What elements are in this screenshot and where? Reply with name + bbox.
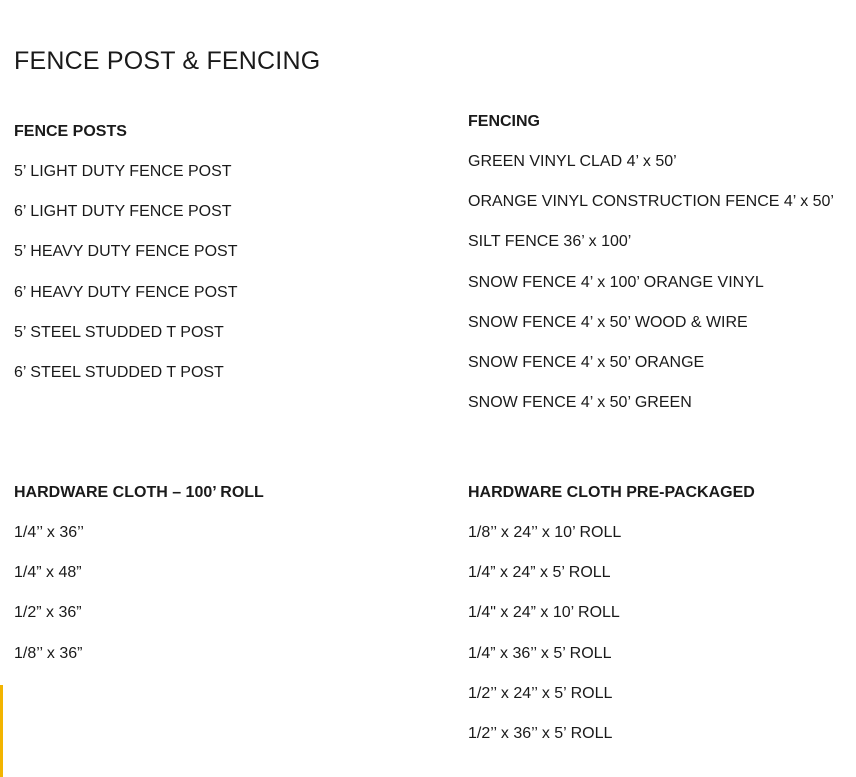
section-hardware-cloth-roll (14, 483, 264, 664)
list-item: SNOW FENCE 4’ x 50’ GREEN (468, 394, 692, 412)
product-list (468, 152, 834, 413)
list-item: 1/8’’ x 24’’ x 10’ ROLL (468, 524, 622, 541)
list-item: 1/2’’ x 36’’ x 5’ ROLL (468, 724, 613, 742)
page-title: FENCE POST & FENCING (14, 46, 321, 75)
section-heading: HARDWARE CLOTH – 100’ ROLL (14, 484, 264, 501)
list-item: GREEN VINYL CLAD 4’ x 50’ (468, 153, 677, 170)
section-heading: FENCE POSTS (14, 123, 127, 140)
product-list (14, 523, 264, 664)
list-item: 5’ LIGHT DUTY FENCE POST (14, 163, 232, 180)
list-item: 1/2’’ x 24’’ x 5’ ROLL (468, 684, 613, 702)
section-fence-posts (14, 122, 237, 383)
list-item: SNOW FENCE 4’ x 50’ WOOD & WIRE (468, 313, 748, 331)
list-item: 6’ HEAVY DUTY FENCE POST (14, 283, 238, 301)
section-heading: FENCING (468, 113, 540, 130)
list-item: ORANGE VINYL CONSTRUCTION FENCE 4’ x 50’ (468, 193, 834, 211)
list-item: 1/4” x 24” x 5’ ROLL (468, 564, 611, 582)
section-heading: HARDWARE CLOTH PRE-PACKAGED (468, 484, 755, 501)
product-list (468, 523, 755, 744)
list-item: 6’ LIGHT DUTY FENCE POST (14, 203, 232, 221)
list-item: SILT FENCE 36’ x 100’ (468, 233, 632, 251)
list-item: 5’ HEAVY DUTY FENCE POST (14, 243, 238, 261)
list-item: 1/4” x 48” (14, 564, 82, 582)
list-item: 1/4" x 24” x 10’ ROLL (468, 604, 620, 622)
section-hardware-cloth-prepackaged (468, 483, 755, 744)
product-list (14, 162, 237, 383)
list-item: SNOW FENCE 4’ x 50’ ORANGE (468, 353, 705, 371)
list-item: 1/4” x 36’’ x 5’ ROLL (468, 644, 612, 662)
section-fencing (468, 112, 834, 413)
list-item: 1/4’’ x 36’’ (14, 524, 84, 541)
list-item: 6’ STEEL STUDDED T POST (14, 363, 224, 381)
list-item: SNOW FENCE 4’ x 100’ ORANGE VINYL (468, 273, 764, 291)
list-item: 5’ STEEL STUDDED T POST (14, 323, 224, 341)
accent-bar (0, 685, 3, 777)
list-item: 1/2” x 36” (14, 604, 82, 622)
list-item: 1/8’’ x 36” (14, 644, 83, 662)
